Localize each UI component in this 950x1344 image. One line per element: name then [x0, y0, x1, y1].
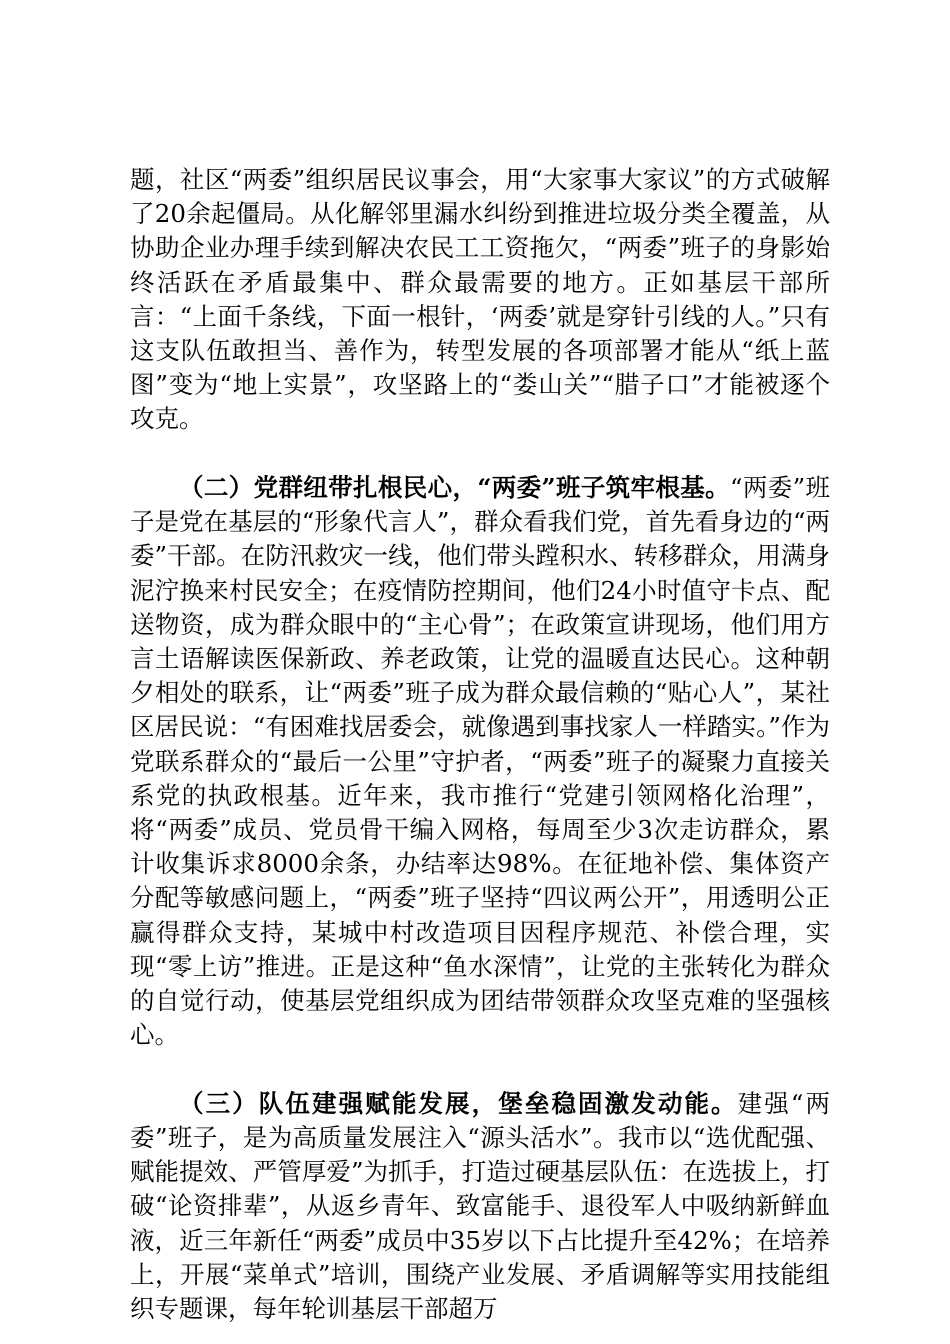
paragraph-gap [130, 437, 830, 471]
paragraph-gap [130, 1052, 830, 1086]
paragraph-1 [130, 163, 830, 437]
paragraph-3-heading: （三）队伍建强赋能发展，堡垒稳固激发动能。 [179, 1088, 738, 1118]
document-page [130, 163, 830, 1326]
paragraph-3 [130, 1087, 830, 1326]
paragraph-2 [130, 471, 830, 1052]
paragraph-2-body: “两委”班子是党在基层的“形象代言人”，群众看我们党，首先看身边的“两委”干部。在防汛救灾一线，他们带头蹚积水、转移群众，用满身泥泞换来村民安全；在疫情防控期间，他们24小时值守卡点、配送物资，成为群众眼中的“主心骨”；在政策宣讲现场，他们用方言土语解读医保新政、养老政策，让党的温暖直达民心。这种朝夕相处的联系，让“两委”班子成为群众最信赖的“贴心人”，某社区居民说：“有困难找居委会，就像遇到事找家人一样踏实。”作为党联系群众的“最后一公里”守护者，“两委”班子的凝聚力直接关系党的执政根基。近年来，我市推行“党建引领网格化治理”，将“两委”成员、党员骨干编入网格，每周至少3次走访群众，累计收集诉求8000余条，办结率达98%。在征地补偿、集体资产分配等敏感问题上，“两委”班子坚持“四议两公开”，用透明公正赢得群众支持，某城中村改造项目因程序规范、补偿合理，实现“零上访”推进。正是这种“鱼水深情”，让党的主张转化为群众的自觉行动，使基层党组织成为团结带领群众攻坚克难的坚强核心。 [130, 473, 830, 1050]
paragraph-3-body: 建强“两委”班子，是为高质量发展注入“源头活水”。我市以“选优配强、赋能提效、严管厚爱”为抓手，打造过硬基层队伍：在选拔上，打破“论资排辈”，从返乡青年、致富能手、退役军人中吸纳新鲜血液，近三年新任“两委”成员中35岁以下占比提升至42%；在培养上，开展“菜单式”培训，围绕产业发展、矛盾调解等实用技能组织专题课，每年轮训基层干部超万 [130, 1088, 831, 1324]
paragraph-2-heading: （二）党群纽带扎根民心，“两委”班子筑牢根基。 [179, 473, 730, 503]
paragraph-1-body: 题，社区“两委”组织居民议事会，用“大家事大家议”的方式破解了20余起僵局。从化解邻里漏水纠纷到推进垃圾分类全覆盖，从协助企业办理手续到解决农民工工资拖欠，“两委”班子的身影始终活跃在矛盾最集中、群众最需要的地方。正如基层干部所言：“上面千条线，下面一根针，‘两委’就是穿针引线的人。”只有这支队伍敢担当、善作为，转型发展的各项部署才能从“纸上蓝图”变为“地上实景”，攻坚路上的“娄山关”“腊子口”才能被逐个攻克。 [130, 165, 830, 434]
